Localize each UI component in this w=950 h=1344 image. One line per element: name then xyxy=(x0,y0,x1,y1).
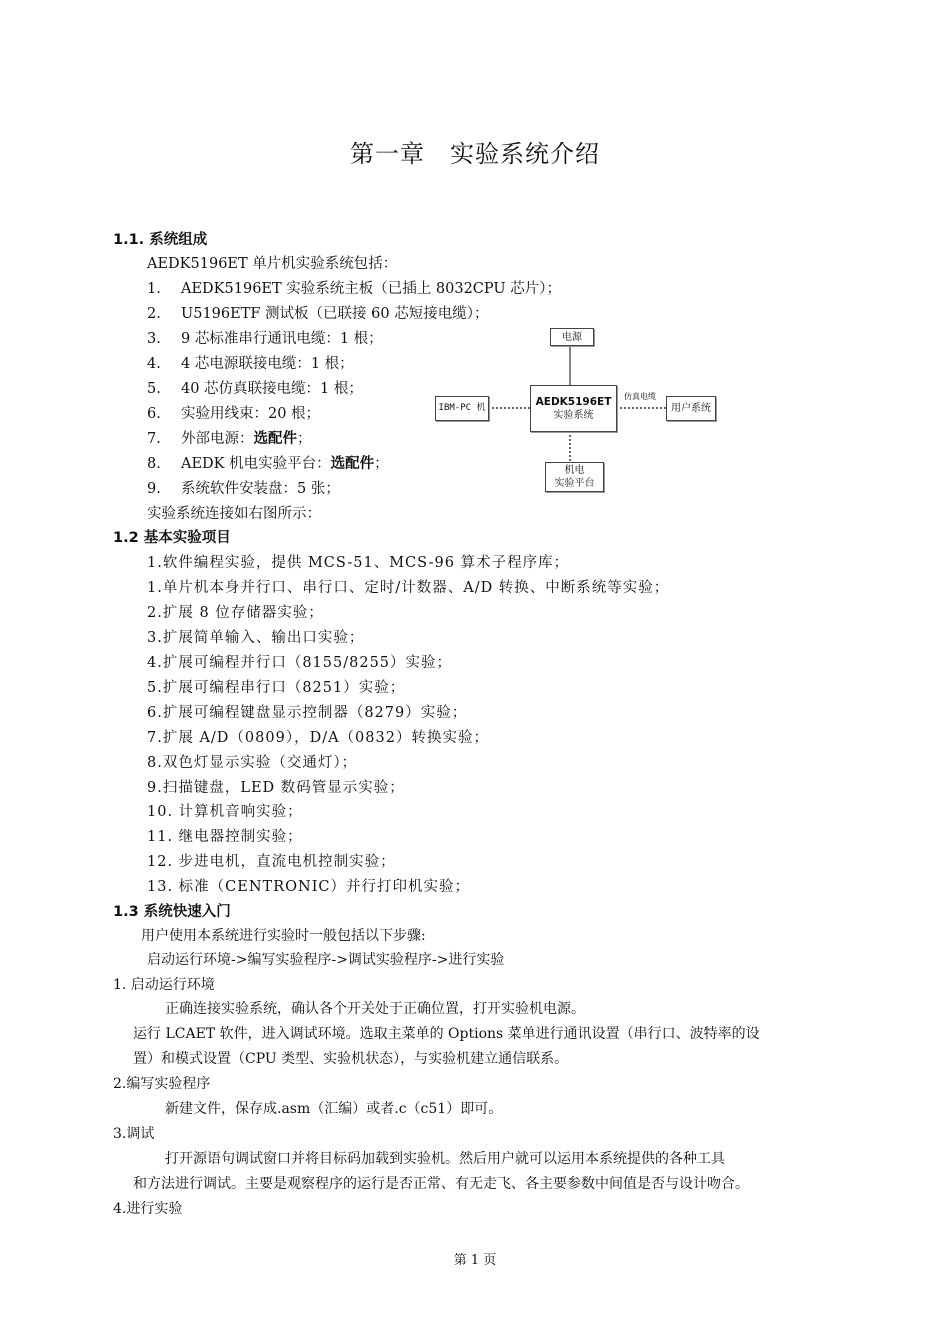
s2-item: 11. 继电器控制实验； xyxy=(147,829,303,845)
s1-intro: AEDK5196ET 单片机实验系统包括： xyxy=(147,256,398,272)
step-3-paragraph: 打开源语句调试窗口并将目标码加载到实验机。然后用户就可以运用本系统提供的各种工具 xyxy=(165,1151,725,1167)
step-3-heading: 3.调试 xyxy=(113,1126,155,1142)
section-heading-1-3: 1.3 系统快速入门 xyxy=(113,904,231,920)
s2-item: 13. 标准（CENTRONIC）并行打印机实验； xyxy=(147,879,471,895)
power-box: 电源 xyxy=(550,328,594,346)
s2-item: 12. 步进电机，直流电机控制实验； xyxy=(147,854,396,870)
s1-item: 7. 外部电源：选配件； xyxy=(147,431,312,447)
page-number: 第 1 页 xyxy=(453,1253,497,1268)
step-3-paragraph: 和方法进行调试。主要是观察程序的运行是否正常、有无走飞、各主要参数中间值是否与设计吻合。 xyxy=(133,1176,749,1192)
s2-item: 8.双色灯显示实验（交通灯）； xyxy=(147,755,358,771)
s1-item: 1. AEDK5196ET 实验系统主板（已插上 8032CPU 芯片）； xyxy=(147,281,561,297)
ibm-pc-box: IBM-PC 机 xyxy=(435,396,489,421)
step-1-heading: 1. 启动运行环境 xyxy=(113,977,215,993)
s2-item: 6.扩展可编程键盘显示控制器（8279）实验； xyxy=(147,705,468,721)
s2-item: 3.扩展简单输入、输出口实验； xyxy=(147,630,365,646)
platform-box: 机电 实验平台 xyxy=(545,462,604,492)
step-2-heading: 2.编写实验程序 xyxy=(113,1076,211,1092)
s1-item: 2. U5196ETF 测试板（已联接 60 芯短接电缆）； xyxy=(147,306,489,322)
s3-intro: 用户使用本系统进行实验时一般包括以下步骤: xyxy=(141,928,426,944)
s3-flow: 启动运行环境->编写实验程序->调试实验程序->进行实验 xyxy=(147,952,505,968)
user-system-box: 用户系统 xyxy=(666,396,716,421)
s2-item: 10. 计算机音响实验； xyxy=(147,804,303,820)
section-heading-1-2: 1.2 基本实验项目 xyxy=(113,530,231,546)
s1-item: 4. 4 芯电源联接电缆：1 根； xyxy=(147,356,354,372)
section-heading-1-1: 1.1. 系统组成 xyxy=(113,232,208,248)
s2-item: 1.软件编程实验，提供 MCS-51、MCS-96 算术子程序库； xyxy=(147,555,570,571)
s1-item: 3. 9 芯标准串行通讯电缆：1 根； xyxy=(147,331,383,347)
cable-label: 仿真电缆 xyxy=(624,392,656,401)
step-1-paragraph: 正确连接实验系统，确认各个开关处于正确位置，打开实验机电源。 xyxy=(165,1001,585,1017)
s2-item: 4.扩展可编程并行口（8155/8255）实验； xyxy=(147,655,453,671)
main-system-box: AEDK5196ET 实验系统 xyxy=(530,385,617,432)
s1-item: 9. 系统软件安装盘：5 张； xyxy=(147,481,340,497)
s1-connect-note: 实验系统连接如右图所示： xyxy=(147,506,321,522)
s2-item: 5.扩展可编程串行口（8251）实验； xyxy=(147,680,406,696)
connection-diagram xyxy=(430,325,730,495)
s2-item: 7.扩展 A/D（0809），D/A（0832）转换实验； xyxy=(147,730,489,746)
s1-item: 6. 实验用线束：20 根； xyxy=(147,406,321,422)
step-4-heading: 4.进行实验 xyxy=(113,1201,183,1217)
page-title: 第一章 实验系统介绍 xyxy=(350,140,600,168)
s1-item: 8. AEDK 机电实验平台：选配件； xyxy=(147,456,389,472)
s2-item: 2.扩展 8 位存储器实验； xyxy=(147,605,324,621)
step-2-paragraph: 新建文件，保存成.asm（汇编）或者.c（c51）即可。 xyxy=(165,1101,503,1117)
s1-item: 5. 40 芯仿真联接电缆：1 根； xyxy=(147,381,363,397)
step-1-paragraph: 运行 LCAET 软件，进入调试环境。选取主菜单的 Options 菜单进行通讯设置（串行口、波特率的设 xyxy=(133,1026,760,1042)
step-1-paragraph: 置）和模式设置（CPU 类型、实验机状态），与实验机建立通信联系。 xyxy=(133,1051,569,1067)
s2-item: 9.扫描键盘，LED 数码管显示实验； xyxy=(147,780,405,796)
s2-item: 1.单片机本身并行口、串行口、定时/计数器、A/D 转换、中断系统等实验； xyxy=(147,580,670,596)
